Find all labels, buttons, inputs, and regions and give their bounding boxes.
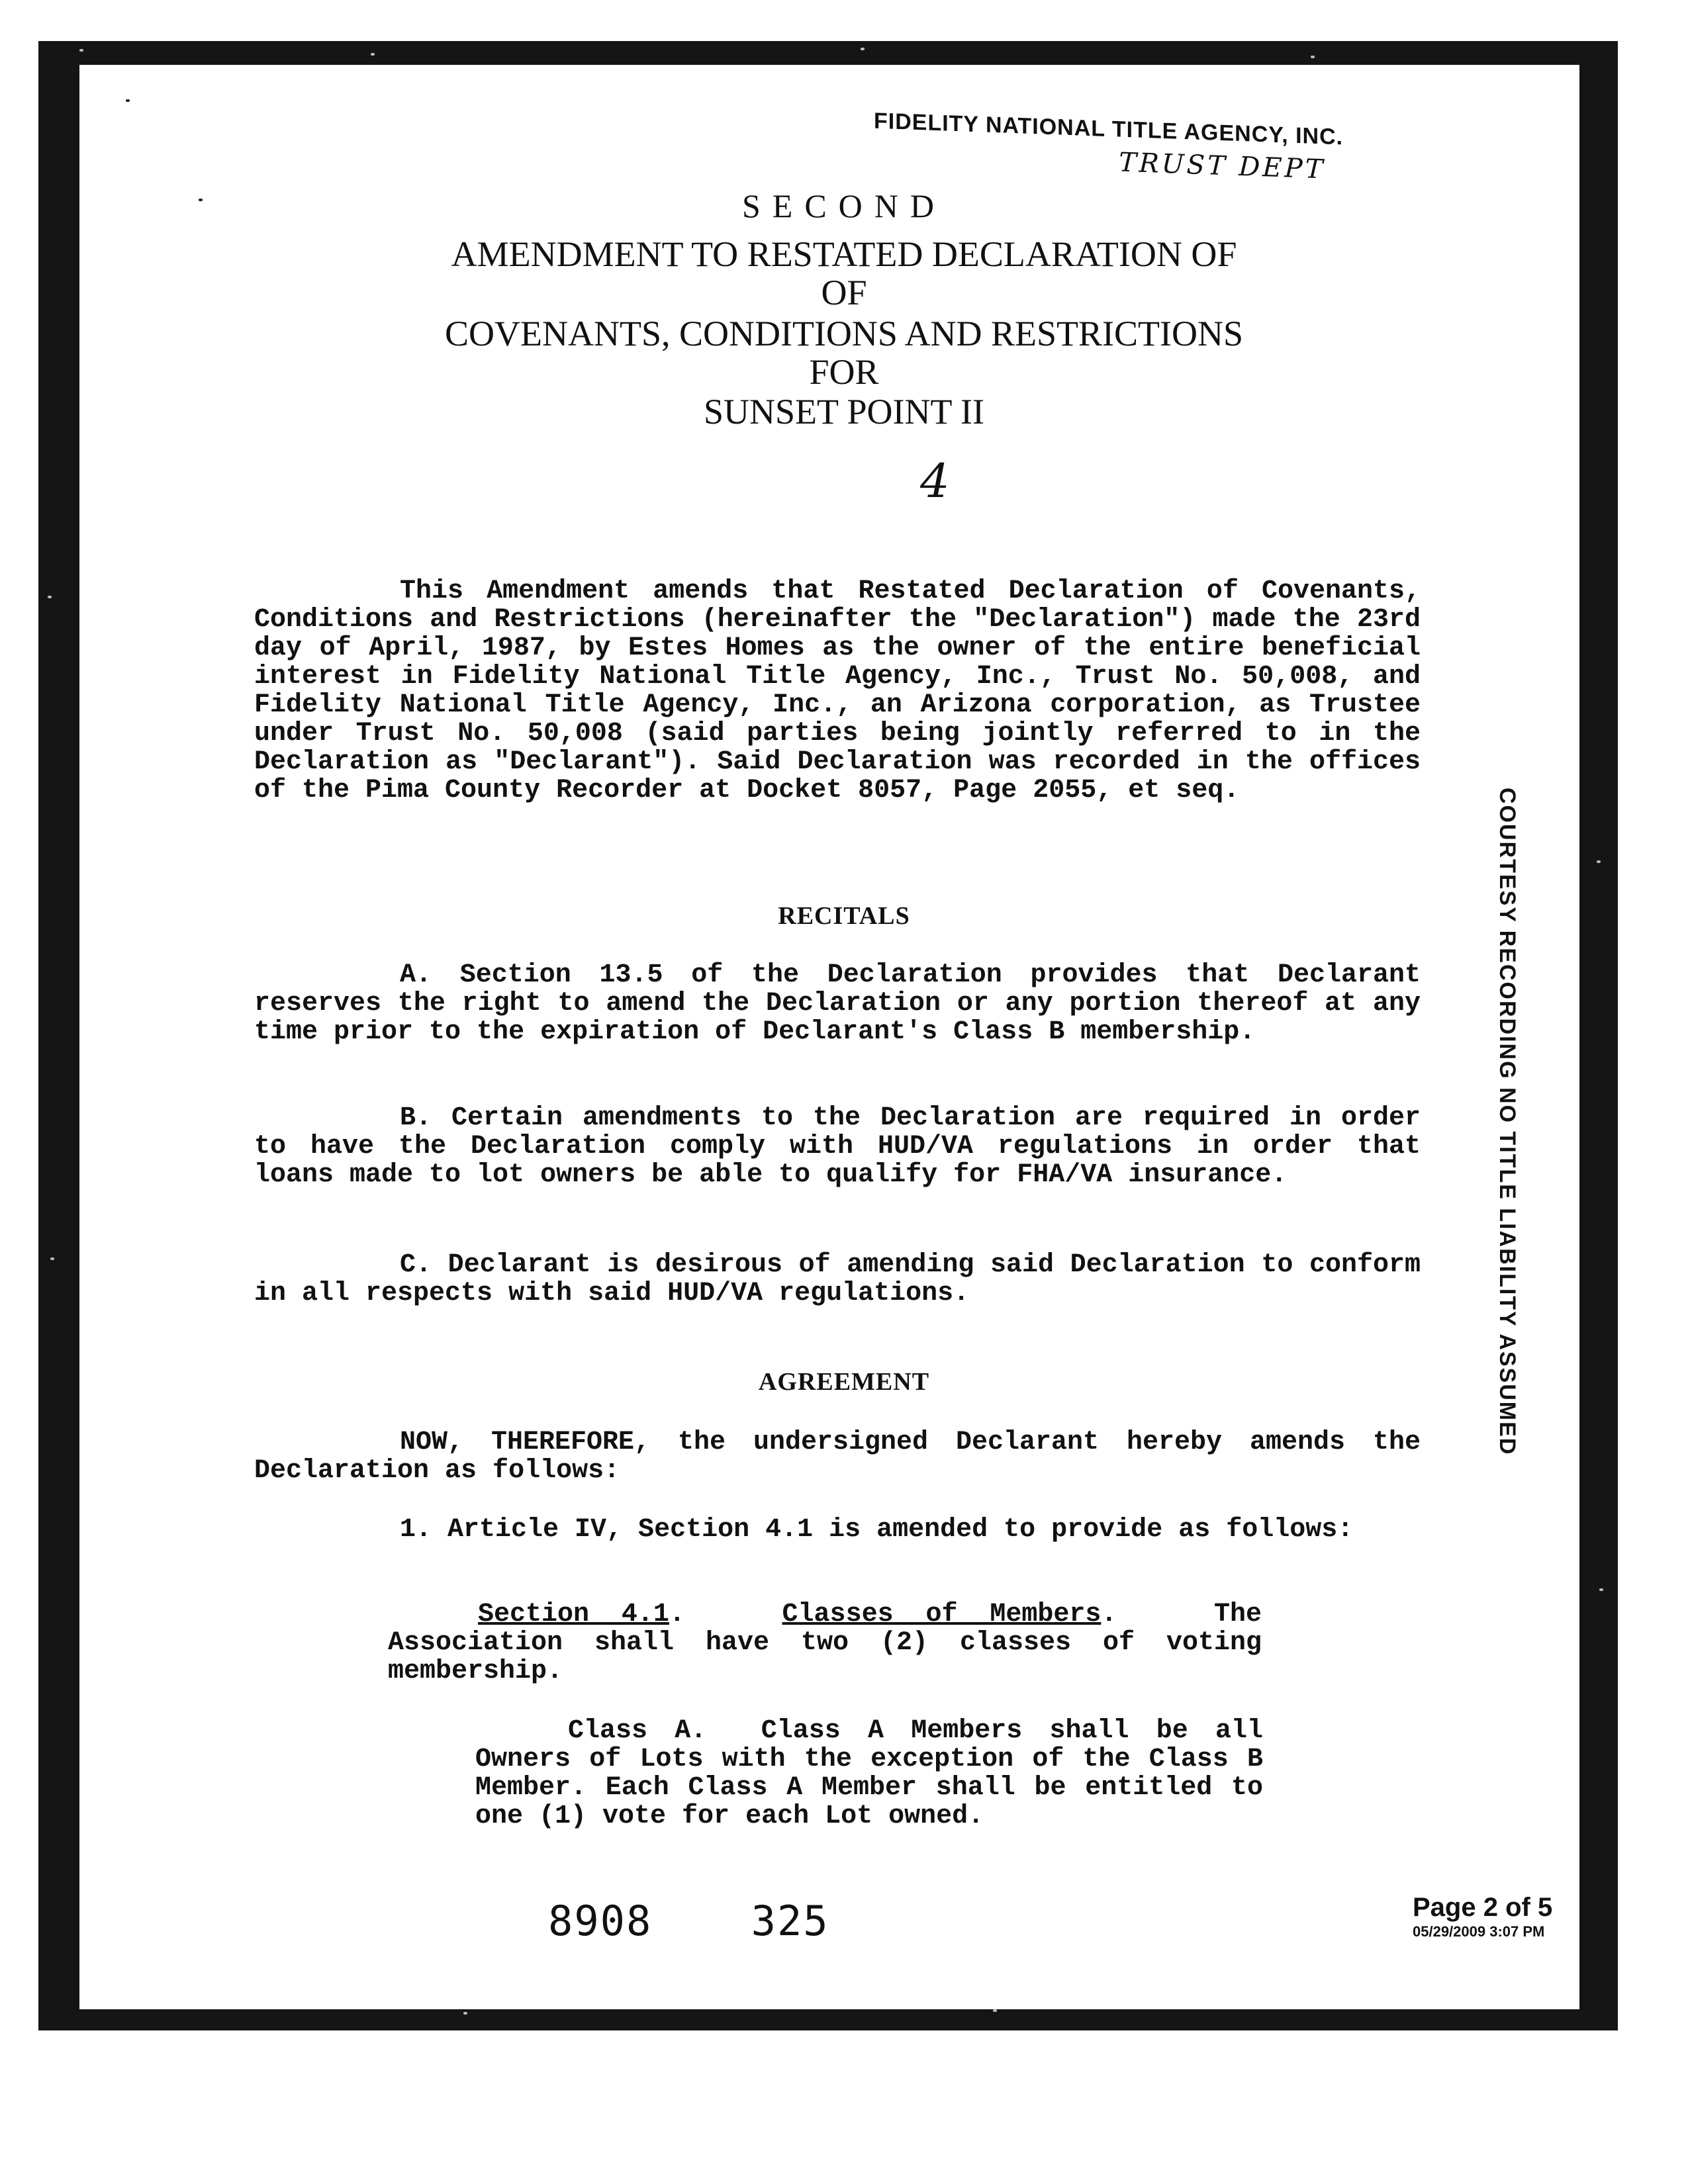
intro-paragraph: This Amendment amends that Restated Declaration of Covenants, Conditions and Restrictions (hereinafter the "Declaration") made the 23rd day of April, 1987, by Estes Homes as the owner of the entire beneficial interest in Fidelity National Title Agency, Inc., Trust No. 50,008, and Fidelity National Title Agency, Inc., an Arizona corporation, as Trustee under Trust No. 50,008 (said parties being jointly referred to in the Declaration as "Declarant"). Said Declaration was recorded in the offices of the Pima County Recorder at Docket 8057, Page 2055, et seq. (254, 576, 1421, 805)
docket-value: 8908 (548, 1897, 653, 1945)
scan-speck (50, 1257, 54, 1260)
agreement-intro: NOW, THEREFORE, the undersigned Declarant hereby amends the Declaration as follows: (254, 1428, 1421, 1486)
docket-page: 325 (751, 1897, 829, 1945)
handwritten-mark: 4 (920, 454, 950, 508)
page-indicator: Page 2 of 5 (1413, 1893, 1553, 1922)
trust-dept-handwriting: TRUST DEPT (1118, 147, 1326, 185)
recitals-heading: RECITALS (778, 902, 910, 930)
scan-speck (463, 2012, 467, 2015)
side-recording-stamp (1488, 788, 1528, 1456)
scan-speck (1599, 1588, 1603, 1591)
scan-speck (371, 53, 375, 56)
agency-stamp: FIDELITY NATIONAL TITLE AGENCY, INC. (874, 108, 1344, 150)
docket-number (548, 1897, 829, 1945)
agreement-item-1: 1. Article IV, Section 4.1 is amended to provide as follows: (400, 1515, 1354, 1545)
scan-speck (861, 48, 865, 50)
scan-speck (79, 49, 83, 52)
scan-speck (1597, 860, 1601, 863)
title-line-1: AMENDMENT TO RESTATED DECLARATION OF (451, 234, 1237, 274)
title-line-5: SUNSET POINT II (703, 392, 985, 432)
title-line-2: OF (821, 273, 867, 312)
section-text: The Association shall have two (2) classes of voting membership. (388, 1600, 1262, 1686)
scan-speck (1311, 56, 1315, 58)
title-line-4: FOR (809, 352, 879, 392)
section-ref: Section 4.1 (478, 1600, 669, 1629)
class-a-paragraph: Class A. Class A Members shall be all Owners of Lots with the exception of the Class B Member. Each Class A Member shall be entitled to one (1) vote for each Lot owned. (475, 1716, 1264, 1831)
title-second: SECOND (741, 187, 947, 224)
section-4-1: Section 4.1. Classes of Members. The Association shall have two (2) classes of voting membership. (388, 1600, 1262, 1686)
scan-speck (993, 2009, 997, 2012)
title-line-3: COVENANTS, CONDITIONS AND RESTRICTIONS (444, 314, 1244, 353)
scan-speck (126, 99, 130, 102)
class-a-text: Class A Members shall be all Owners of Lots with the exception of the Class B Member. Each Class A Member shall be entitled to one (1) vote for each Lot owned. (475, 1716, 1264, 1831)
class-a-label: Class A (568, 1716, 691, 1746)
print-timestamp: 05/29/2009 3:07 PM (1413, 1923, 1545, 1940)
side-stamp-text: COURTESY RECORDING NO TITLE LIABILITY ASSUMED (1495, 788, 1520, 1456)
agreement-heading: AGREEMENT (758, 1368, 930, 1396)
section-title: Classes of Members (782, 1600, 1102, 1629)
recital-a: A. Section 13.5 of the Declaration provides that Declarant reserves the right to amend the Declaration or any portion thereof at any time prior to the expiration of Declarant's Class B membership. (254, 960, 1421, 1047)
recital-b: B. Certain amendments to the Declaration are required in order to have the Declaration comply with HUD/VA regulations in order that loans made to lot owners be able to qualify for FHA/VA insurance. (254, 1103, 1421, 1190)
recital-c: C. Declarant is desirous of amending said Declaration to conform in all respects with said HUD/VA regulations. (254, 1250, 1421, 1308)
scan-speck (48, 596, 52, 598)
